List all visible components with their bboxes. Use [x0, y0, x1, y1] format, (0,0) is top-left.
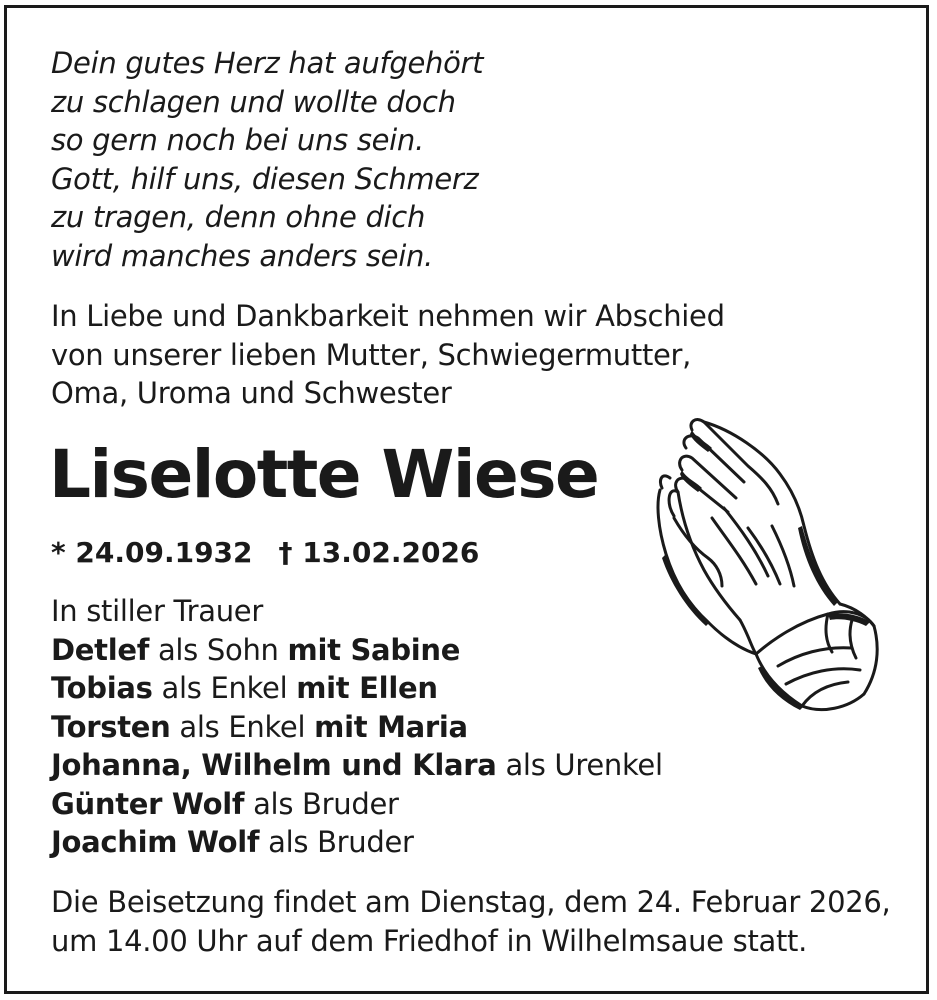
- funeral-line: um 14.00 Uhr auf dem Friedhof in Wilhelmsaue statt.: [51, 923, 808, 958]
- praying-hands-icon: [652, 408, 882, 718]
- mourner-relation: als Bruder: [244, 786, 399, 821]
- mourner-entry: [51, 823, 663, 862]
- intro-line: In Liebe und Dankbarkeit nehmen wir Abschied: [51, 299, 725, 333]
- mourner-name: Günter Wolf: [51, 786, 245, 821]
- mourner-relation: als Enkel: [152, 671, 297, 705]
- poem-line: wird manches anders sein.: [51, 238, 433, 273]
- poem-line: zu schlagen und wollte doch: [51, 84, 456, 119]
- mourners-list: [51, 592, 663, 862]
- mourner-entry: [51, 669, 663, 708]
- mourner-relation: als Enkel: [170, 709, 315, 744]
- mourner-entry: [51, 708, 663, 747]
- poem-line: so gern noch bei uns sein.: [51, 123, 424, 157]
- mourners-heading: In stiller Trauer: [51, 594, 263, 628]
- mourner-name: Torsten: [51, 709, 171, 744]
- mourner-name: Johanna, Wilhelm und Klara: [51, 748, 497, 782]
- mourner-relation: als Urenkel: [496, 748, 663, 782]
- mourner-name: Joachim Wolf: [51, 825, 260, 859]
- intro-line: Oma, Uroma und Schwester: [51, 376, 452, 410]
- mourner-name: Tobias: [51, 671, 153, 705]
- poem-line: zu tragen, denn ohne dich: [51, 200, 426, 234]
- mourner-partner: mit Sabine: [287, 632, 461, 667]
- mourner-partner: mit Maria: [314, 709, 468, 744]
- mourner-entry: [51, 746, 663, 785]
- funeral-line: Die Beisetzung findet am Dienstag, dem 24. Februar 2026,: [51, 885, 891, 919]
- farewell-intro: [51, 297, 725, 413]
- poem: [51, 44, 483, 275]
- poem-line: Gott, hilf uns, diesen Schmerz: [51, 161, 479, 196]
- death-date: † 13.02.2026: [278, 536, 480, 569]
- poem-line: Dein gutes Herz hat aufgehört: [51, 46, 484, 80]
- funeral-details: [51, 883, 890, 960]
- life-dates: [51, 534, 479, 572]
- mourner-relation: als Sohn: [149, 632, 288, 667]
- mourner-relation: als Bruder: [259, 825, 414, 859]
- deceased-name: Liselotte Wiese: [49, 436, 599, 513]
- mourner-partner: mit Ellen: [296, 671, 438, 705]
- birth-date: * 24.09.1932: [51, 536, 253, 569]
- mourner-entry: [51, 785, 663, 824]
- mourner-name: Detlef: [51, 632, 150, 667]
- mourner-entry: [51, 631, 663, 670]
- intro-line: von unserer lieben Mutter, Schwiegermutter,: [51, 337, 692, 372]
